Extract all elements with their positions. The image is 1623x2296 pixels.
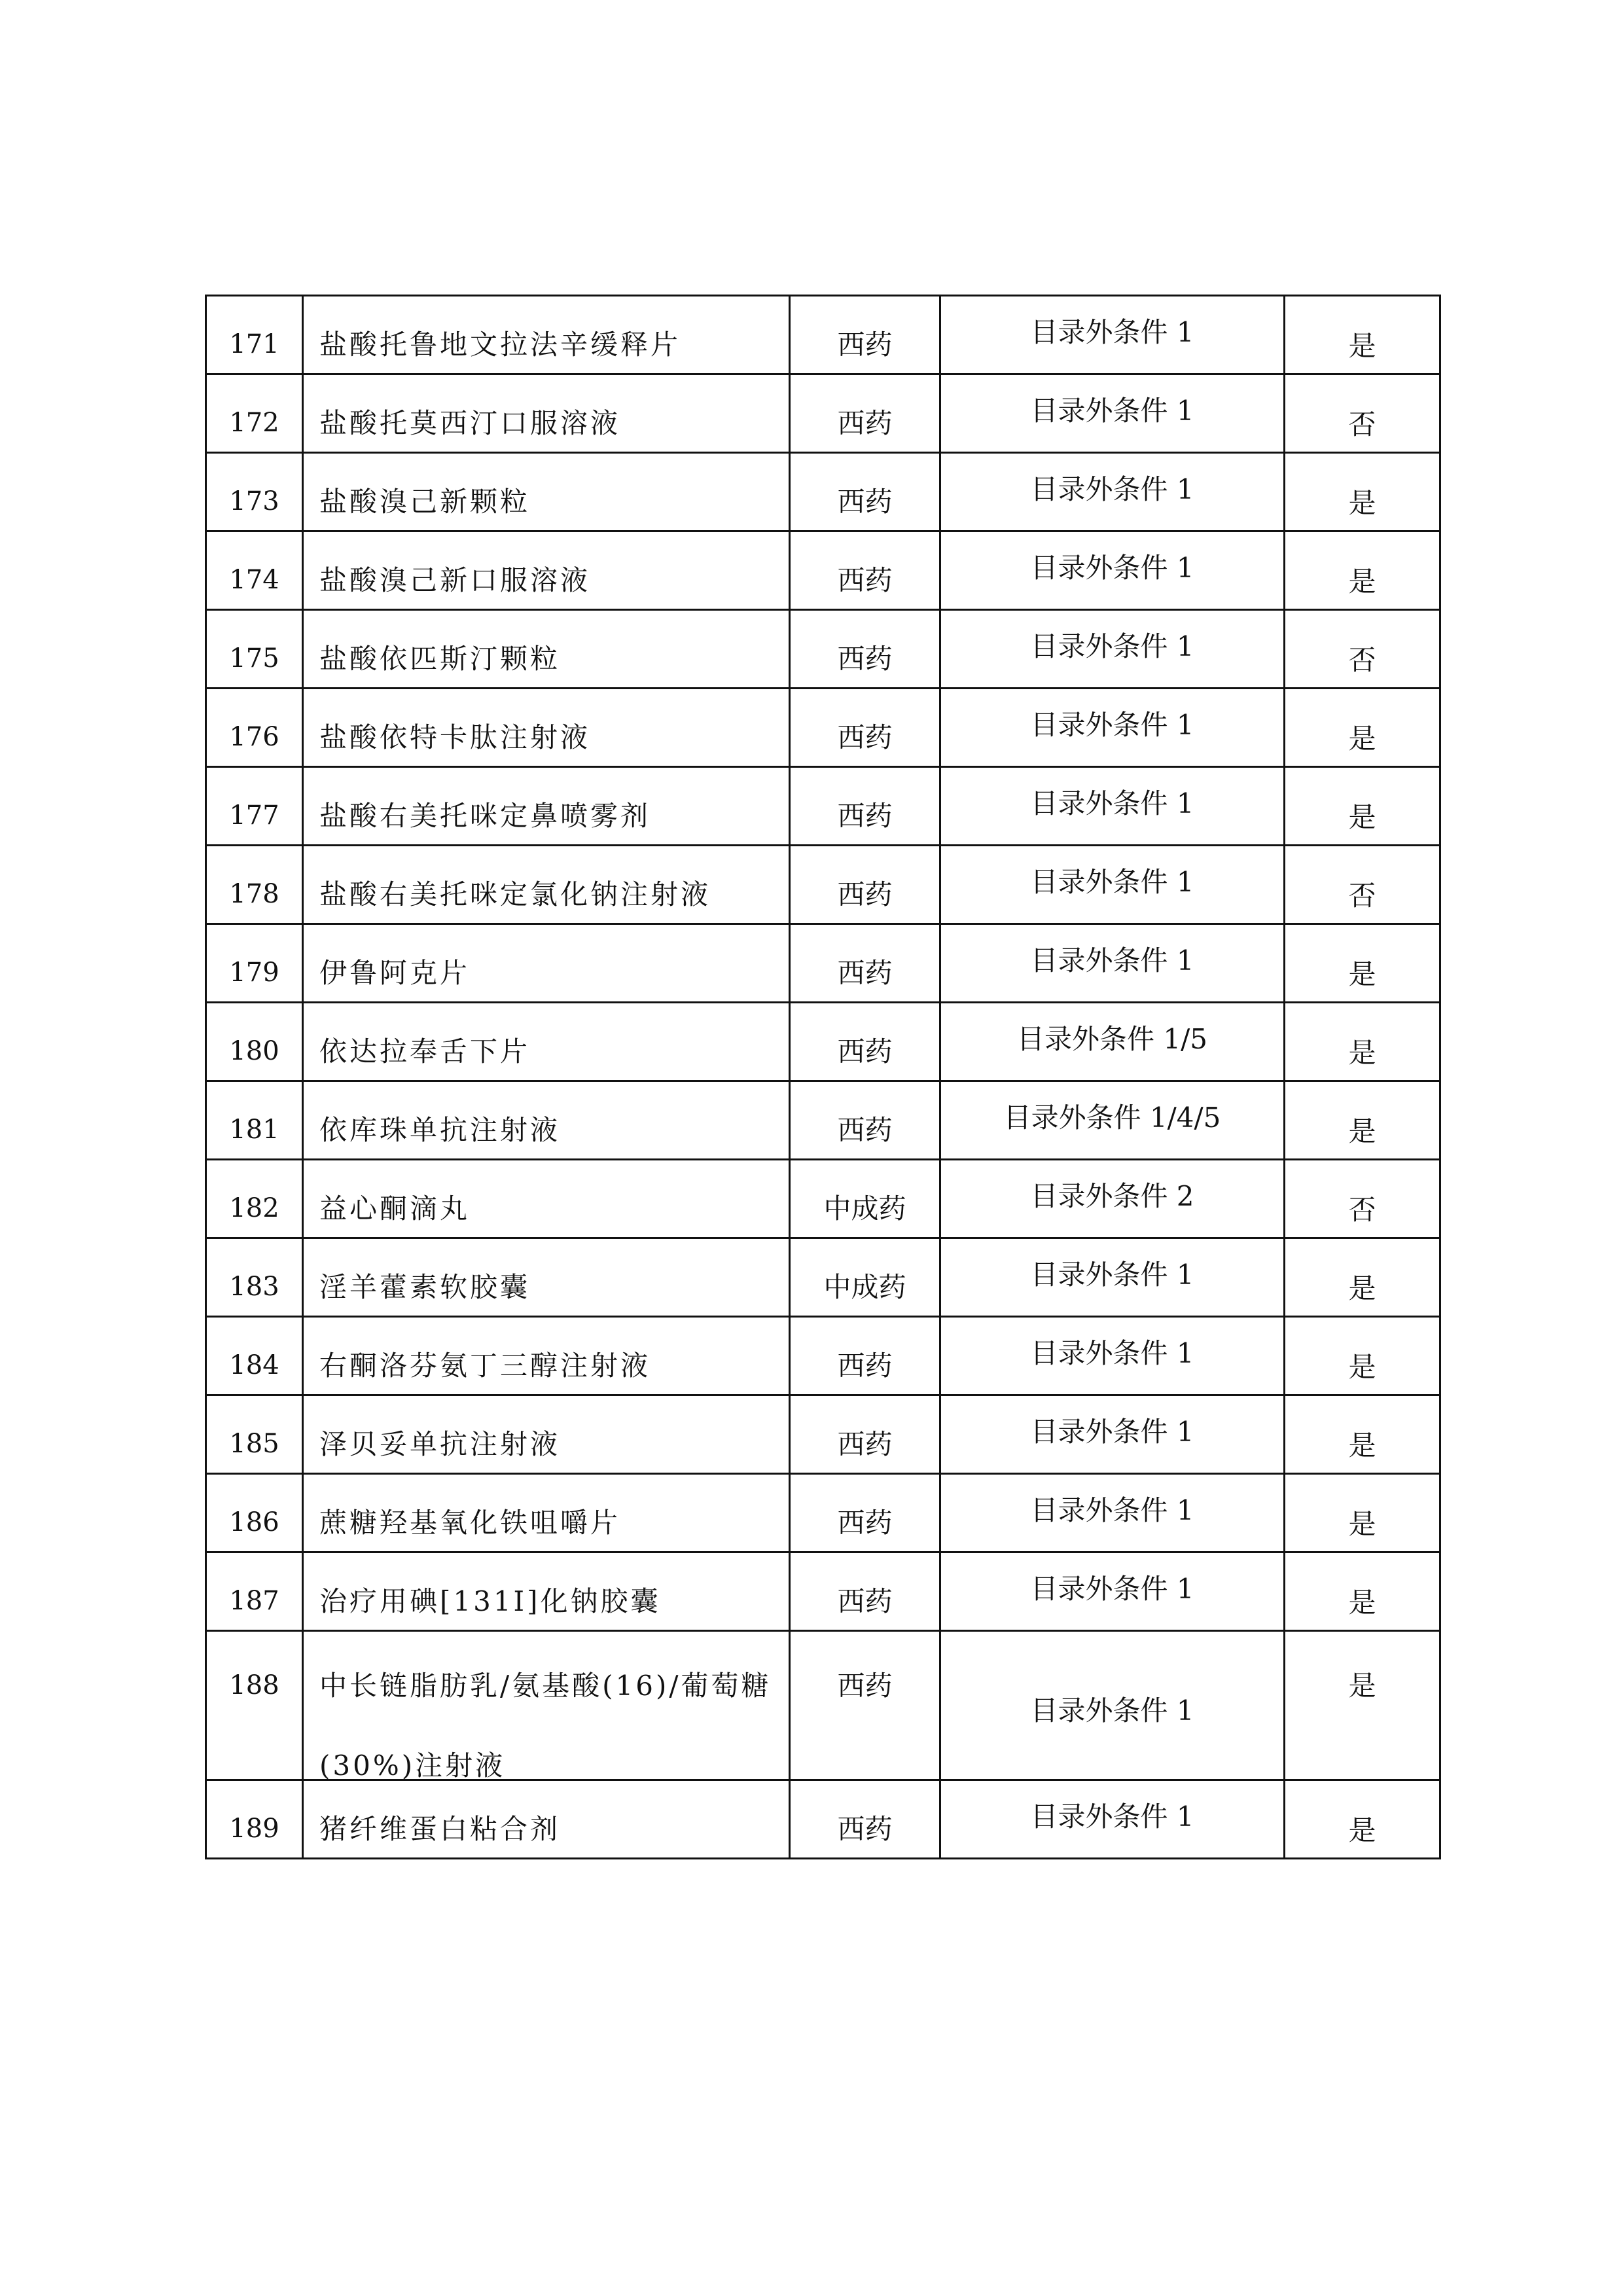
row-number: 176 [229,722,279,752]
drug-type-cell [790,610,940,689]
drug-name-line-1: 中长链脂肪乳/氨基酸(16)/葡萄糖 [319,1670,772,1702]
drug-name: 依达拉奉舌下片 [319,1035,531,1067]
drug-list-table [205,295,1441,1859]
flag: 否 [1348,880,1376,912]
drug-type-cell [790,1474,940,1552]
drug-name-cell [303,453,790,531]
condition-cell [940,1552,1285,1631]
flag-cell [1285,767,1440,846]
condition: 目录外条件 1 [1030,709,1194,741]
drug-type-cell [790,924,940,1003]
condition: 目录外条件 1 [1030,866,1194,898]
table-row [206,610,1440,689]
flag: 是 [1348,1814,1376,1846]
condition: 目录外条件 1 [1030,473,1194,505]
drug-type-cell [790,1238,940,1317]
flag-cell [1285,374,1440,453]
drug-name-cell [303,1552,790,1631]
flag-cell [1285,531,1440,610]
drug-type: 西药 [837,1114,893,1146]
flag-cell [1285,1081,1440,1160]
condition: 目录外条件 1 [1030,1801,1194,1833]
flag: 否 [1348,1194,1376,1226]
row-number-cell [206,1552,303,1631]
drug-name: 右酮洛芬氨丁三醇注射液 [319,1350,651,1382]
flag: 是 [1348,1037,1376,1069]
table-row [206,1081,1440,1160]
row-number-cell [206,1003,303,1081]
drug-type: 中成药 [823,1271,906,1303]
row-number-cell [206,1160,303,1238]
drug-name-cell [303,296,790,374]
flag-cell [1285,689,1440,767]
drug-type: 西药 [837,1035,893,1067]
flag-cell [1285,453,1440,531]
flag-cell [1285,1317,1440,1395]
drug-name: 治疗用碘[131I]化钠胶囊 [319,1585,661,1617]
condition-cell [940,1780,1285,1859]
drug-type-cell [790,1395,940,1474]
table-row-189 [206,1780,1440,1859]
drug-type-cell [790,374,940,453]
condition-cell [940,924,1285,1003]
row-number: 184 [229,1350,279,1380]
table-row [206,1552,1440,1631]
row-number: 186 [229,1507,279,1537]
row-number-cell [206,374,303,453]
row-number-cell [206,453,303,531]
drug-type: 中成药 [823,1193,906,1225]
drug-name-cell [303,374,790,453]
flag-cell [1285,1160,1440,1238]
drug-name-cell [303,1160,790,1238]
drug-name: 盐酸右美托咪定氯化钠注射液 [319,878,711,910]
condition-cell [940,1474,1285,1552]
row-number-cell [206,1474,303,1552]
drug-type: 西药 [837,1507,893,1539]
drug-name: 盐酸右美托咪定鼻喷雾剂 [319,800,651,832]
drug-name: 猪纤维蛋白粘合剂 [319,1813,561,1845]
drug-name-cell [303,531,790,610]
condition: 目录外条件 1 [1030,1573,1194,1605]
drug-name: 淫羊藿素软胶囊 [319,1271,531,1303]
row-number-cell [206,296,303,374]
drug-type: 西药 [837,329,893,361]
drug-type-cell [790,1003,940,1081]
row-number: 189 [229,1814,279,1844]
drug-type: 西药 [837,1585,893,1617]
drug-name-cell [303,1081,790,1160]
row-number-cell [206,924,303,1003]
row-number-cell [206,767,303,846]
condition: 目录外条件 1/5 [1017,1023,1207,1055]
row-number: 187 [229,1586,279,1616]
flag: 是 [1348,958,1376,990]
drug-name-cell [303,1003,790,1081]
drug-type: 西药 [837,643,893,675]
row-number: 175 [229,643,279,673]
condition: 目录外条件 1 [1030,395,1194,427]
condition-cell [940,1160,1285,1238]
flag: 是 [1348,801,1376,833]
flag-cell [1285,1780,1440,1859]
condition-cell [940,610,1285,689]
drug-type: 西药 [837,800,893,832]
row-number: 180 [229,1036,279,1066]
drug-type-cell [790,531,940,610]
row-number: 178 [229,879,279,909]
drug-name-line-2: (30%)注射液 [319,1749,506,1782]
condition-cell [940,531,1285,610]
row-number: 171 [229,329,279,359]
drug-name-cell [303,1238,790,1317]
row-number: 188 [229,1670,279,1700]
condition: 目录外条件 1 [1030,316,1194,348]
table-row [206,1160,1440,1238]
table-row [206,689,1440,767]
table-row [206,1474,1440,1552]
condition: 目录外条件 1/4/5 [1003,1102,1221,1134]
condition-cell [940,767,1285,846]
drug-type-cell [790,453,940,531]
condition: 目录外条件 1 [1030,787,1194,819]
condition: 目录外条件 1 [1030,944,1194,977]
condition: 目录外条件 1 [1030,552,1194,584]
drug-type-cell [790,689,940,767]
condition-cell [940,689,1285,767]
row-number-cell [206,1395,303,1474]
condition-cell [940,1238,1285,1317]
drug-name-cell [303,1631,790,1780]
flag-cell [1285,924,1440,1003]
flag-cell [1285,846,1440,924]
drug-name-cell [303,924,790,1003]
drug-name-cell [303,1474,790,1552]
drug-type-cell [790,1081,940,1160]
drug-name-cell [303,767,790,846]
row-number-cell [206,1238,303,1317]
drug-name: 盐酸依特卡肽注射液 [319,721,591,753]
condition: 目录外条件 2 [1030,1180,1194,1212]
condition: 目录外条件 1 [1030,1494,1194,1526]
flag: 是 [1348,1508,1376,1540]
row-number: 173 [229,486,279,516]
row-number-cell [206,689,303,767]
row-number-cell [206,1780,303,1859]
drug-type: 西药 [837,1813,893,1845]
row-number: 181 [229,1115,279,1145]
row-number: 177 [229,800,279,831]
flag-cell [1285,1631,1440,1780]
flag-cell [1285,610,1440,689]
table-row [206,767,1440,846]
table-row [206,1395,1440,1474]
row-number: 172 [229,408,279,438]
table-row [206,1003,1440,1081]
drug-type-cell [790,767,940,846]
condition: 目录外条件 1 [1030,1695,1194,1727]
flag-cell [1285,1238,1440,1317]
drug-name: 盐酸依匹斯汀颗粒 [319,643,561,675]
row-number-cell [206,1631,303,1780]
drug-name-cell [303,1317,790,1395]
flag: 否 [1348,408,1376,440]
drug-type: 西药 [837,878,893,910]
table-row [206,846,1440,924]
condition-cell [940,296,1285,374]
table-row [206,453,1440,531]
row-number: 179 [229,958,279,988]
drug-name-cell [303,610,790,689]
drug-name-cell [303,1780,790,1859]
flag: 是 [1348,1272,1376,1304]
drug-name: 益心酮滴丸 [319,1193,471,1225]
drug-name: 盐酸溴己新口服溶液 [319,564,591,596]
drug-name: 泽贝妥单抗注射液 [319,1428,561,1460]
drug-type: 西药 [837,721,893,753]
table-row [206,1317,1440,1395]
drug-type-cell [790,1552,940,1631]
drug-name: 依库珠单抗注射液 [319,1114,561,1146]
row-number: 182 [229,1193,279,1223]
row-number: 174 [229,565,279,595]
flag: 是 [1348,487,1376,519]
flag: 是 [1348,1429,1376,1462]
flag: 是 [1348,723,1376,755]
drug-type: 西药 [837,564,893,596]
condition: 目录外条件 1 [1030,1259,1194,1291]
flag: 是 [1348,1670,1376,1702]
row-number: 185 [229,1429,279,1459]
flag-cell [1285,1552,1440,1631]
drug-name-cell [303,846,790,924]
flag-cell [1285,296,1440,374]
condition-cell [940,453,1285,531]
drug-type-cell [790,1160,940,1238]
drug-type: 西药 [837,1350,893,1382]
flag-cell [1285,1395,1440,1474]
drug-type: 西药 [837,1428,893,1460]
drug-type-cell [790,296,940,374]
drug-name: 盐酸托鲁地文拉法辛缓释片 [319,329,681,361]
condition: 目录外条件 1 [1030,1416,1194,1448]
flag-cell [1285,1474,1440,1552]
drug-type: 西药 [837,957,893,989]
flag: 否 [1348,644,1376,676]
drug-name-cell [303,689,790,767]
condition-cell [940,1317,1285,1395]
flag-cell [1285,1003,1440,1081]
condition-cell [940,1395,1285,1474]
condition-cell [940,1081,1285,1160]
row-number-cell [206,531,303,610]
drug-type: 西药 [837,486,893,518]
condition-cell [940,1003,1285,1081]
row-number-cell [206,1081,303,1160]
flag: 是 [1348,330,1376,362]
table-row [206,1238,1440,1317]
flag: 是 [1348,1587,1376,1619]
table-row [206,531,1440,610]
table-row-188 [206,1631,1440,1780]
drug-name: 盐酸溴己新颗粒 [319,486,531,518]
drug-type-cell [790,1317,940,1395]
drug-name: 盐酸托莫西汀口服溶液 [319,407,621,439]
drug-name: 蔗糖羟基氧化铁咀嚼片 [319,1507,621,1539]
table-row [206,374,1440,453]
row-number: 183 [229,1272,279,1302]
table-row [206,296,1440,374]
row-number-cell [206,846,303,924]
condition: 目录外条件 1 [1030,1337,1194,1369]
table-row [206,924,1440,1003]
condition: 目录外条件 1 [1030,630,1194,662]
flag: 是 [1348,1351,1376,1383]
row-number-cell [206,610,303,689]
flag: 是 [1348,565,1376,598]
drug-type: 西药 [837,1670,893,1702]
drug-type-cell [790,1631,940,1780]
condition-cell [940,1631,1285,1780]
row-number-cell [206,1317,303,1395]
drug-type-cell [790,1780,940,1859]
drug-name: 伊鲁阿克片 [319,957,471,989]
drug-name-cell [303,1395,790,1474]
condition-cell [940,374,1285,453]
flag: 是 [1348,1115,1376,1147]
drug-type: 西药 [837,407,893,439]
condition-cell [940,846,1285,924]
drug-type-cell [790,846,940,924]
